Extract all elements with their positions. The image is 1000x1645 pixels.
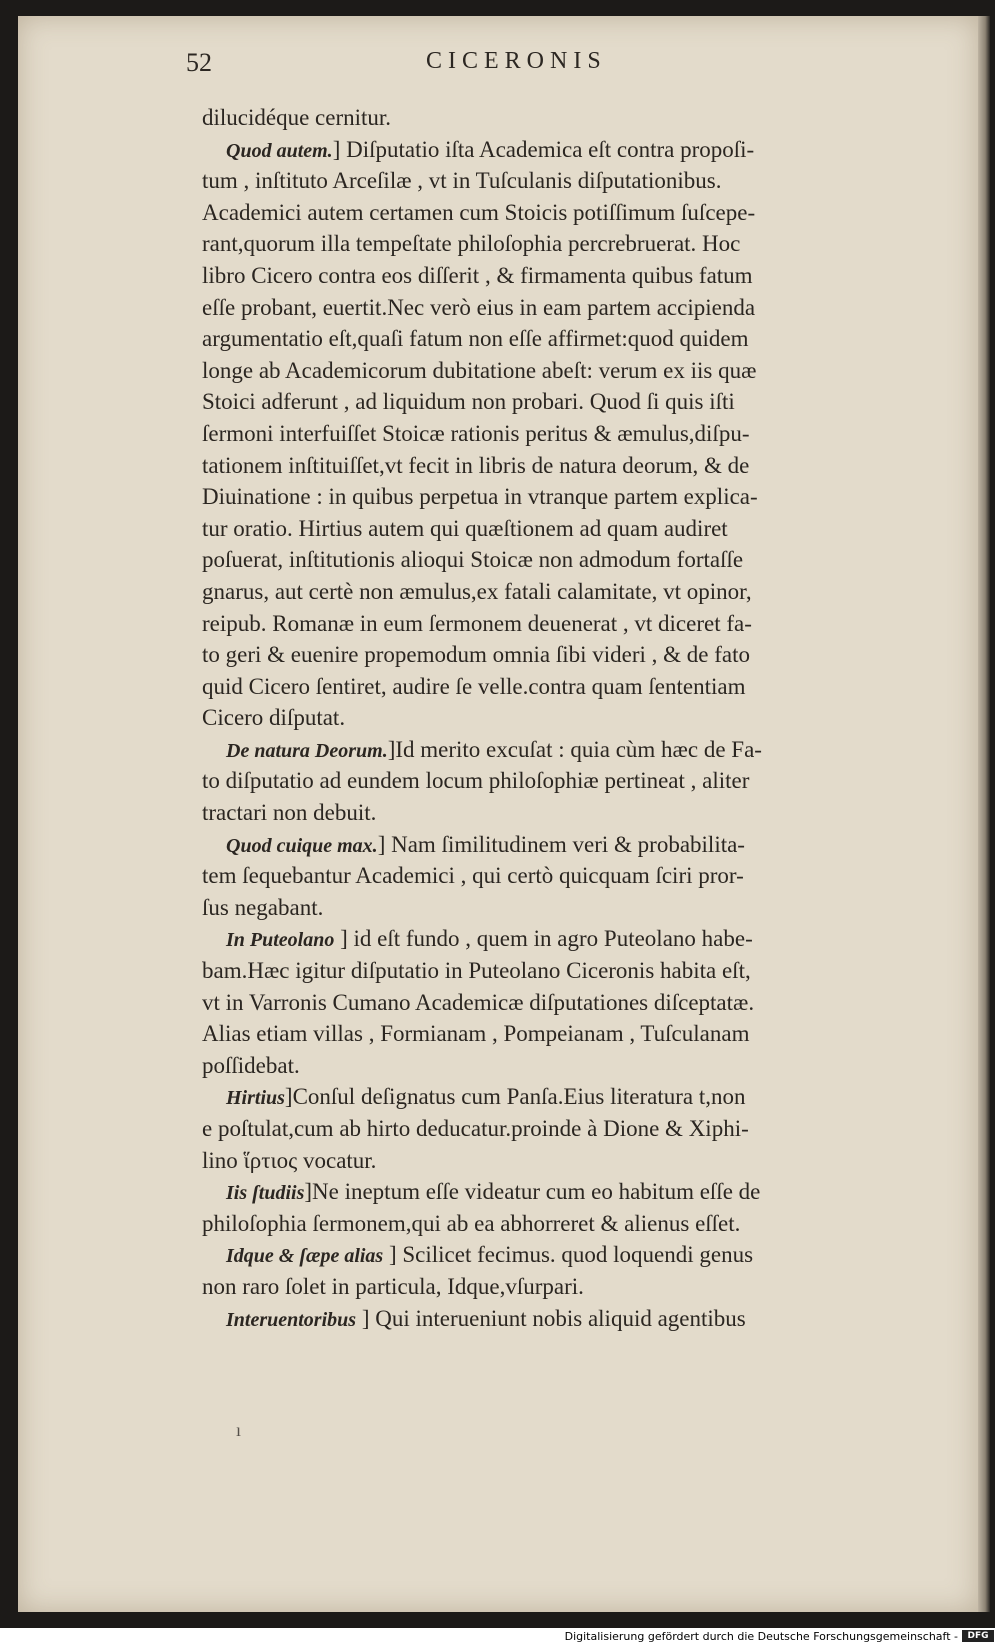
- line-text: tur oratio. Hirtius autem qui quæſtionem ad quam audiret: [202, 515, 728, 541]
- text-line: [202, 355, 934, 387]
- text-line: [202, 1145, 934, 1177]
- text-line: [202, 765, 934, 797]
- text-line: [202, 1113, 934, 1145]
- text-line: [202, 671, 934, 703]
- line-text: ] Nam ſimilitudinem veri & probabilita-: [377, 831, 745, 857]
- line-text: Diuinatione : in quibus perpetua in vtranque partem explica-: [202, 484, 758, 510]
- line-text: eſſe probant, euertit.Nec verò eius in eam partem accipienda: [202, 294, 756, 320]
- page-edge: [978, 16, 990, 1612]
- line-text: reipub. Romanæ in eum ſermonem deuenerat , vt diceret fa-: [202, 610, 752, 636]
- text-line: [202, 639, 934, 671]
- line-text: argumentatio eſt,quaſi fatum non eſſe affirmet:quod quidem: [202, 326, 749, 352]
- lemma: De natura Deorum.: [226, 739, 388, 762]
- page-number: 52: [186, 48, 212, 77]
- text-line: [202, 987, 934, 1019]
- lemma: Interuentoribus: [226, 1308, 357, 1331]
- text-line: [202, 481, 934, 513]
- lemma: Idque & ſæpe alias: [226, 1245, 384, 1268]
- line-text: gnarus, aut certè non æmulus,ex fatali calamitate, vt opinor,: [202, 578, 752, 604]
- text-line: [202, 1050, 934, 1082]
- line-text: tractari non debuit.: [202, 800, 377, 826]
- running-title: CICERONIS: [426, 48, 607, 74]
- text-line: [202, 450, 934, 482]
- line-text: ]Ne ineptum eſſe videatur cum eo habitum eſſe de: [304, 1179, 761, 1205]
- text-line: [202, 1303, 934, 1335]
- text-line: [202, 102, 934, 134]
- line-text: ſus negabant.: [202, 894, 324, 920]
- line-text: dilucidéque cernitur.: [202, 105, 392, 130]
- text-line: [202, 702, 934, 734]
- line-text: non raro ſolet in particula, Idque,vſurpari.: [202, 1273, 584, 1299]
- line-text: Stoici adferunt , ad liquidum non probari. Quod ſi quis iſti: [202, 389, 735, 415]
- line-text: vt in Varronis Cumano Academicæ diſputationes diſceptatæ.: [202, 989, 755, 1015]
- text-line: [202, 165, 934, 197]
- text-line: [202, 418, 934, 450]
- line-text: philoſophia ſermonem,qui ab ea abhorreret & alienus eſſet.: [202, 1210, 741, 1236]
- line-text: poſſidebat.: [202, 1052, 300, 1078]
- text-line: [202, 860, 934, 892]
- dfg-logo: DFG: [962, 1630, 994, 1642]
- line-text: poſuerat, inſtitutionis alioqui Stoicæ non admodum fortaſſe: [202, 547, 744, 573]
- line-text: to diſputatio ad eundem locum philoſophiæ pertineat , aliter: [202, 768, 750, 794]
- lemma: In Puteolano: [226, 929, 335, 952]
- text-line: [202, 1239, 934, 1271]
- lemma: Iis ſtudiis: [226, 1182, 305, 1205]
- lemma: Quod cuique max.: [226, 834, 378, 857]
- text-line: [202, 797, 934, 829]
- line-text: tationem inſtituiſſet,vt fecit in libris de natura deorum, & de: [202, 452, 750, 478]
- body-text: [202, 102, 934, 1334]
- text-line: [202, 513, 934, 545]
- text-line: [202, 576, 934, 608]
- text-line: [202, 829, 934, 861]
- lemma: Hirtius: [226, 1087, 285, 1110]
- line-text: Alias etiam villas , Formianam , Pompeianam , Tuſculanam: [202, 1021, 750, 1047]
- line-text: quid Cicero ſentiret, audire ſe velle.contra quam ſententiam: [202, 673, 746, 699]
- line-text: bam.Hæc igitur diſputatio in Puteolano Ciceronis habita eſt,: [202, 958, 751, 984]
- text-line: [202, 292, 934, 324]
- text-line: [202, 892, 934, 924]
- line-text: ſermoni interfuiſſet Stoicæ rationis peritus & æmulus,diſpu-: [202, 420, 750, 446]
- text-line: [202, 323, 934, 355]
- line-text: longe ab Academicorum dubitatione abeſt: verum ex iis quæ: [202, 357, 757, 383]
- text-line: [202, 1018, 934, 1050]
- line-text: tum , inſtituto Arceſilæ , vt in Tuſculanis diſputationibus.: [202, 168, 722, 194]
- margin-mark: ı: [236, 1420, 242, 1440]
- line-text: to geri & euenire propemodum omnia ſibi videri , & de fato: [202, 642, 751, 668]
- line-text: e poſtulat,cum ab hirto deducatur.proinde à Dione & Xiphi-: [202, 1116, 749, 1141]
- line-text: tem ſequebantur Academici , qui certò quicquam ſciri pror-: [202, 863, 744, 889]
- running-head: [186, 48, 706, 88]
- text-line: [202, 197, 934, 229]
- line-text: Cicero diſputat.: [202, 705, 346, 731]
- text-line: [202, 228, 934, 260]
- text-line: [202, 955, 934, 987]
- text-line: [202, 386, 934, 418]
- lemma: Quod autem.: [226, 139, 333, 162]
- text-line: [202, 1176, 934, 1208]
- text-line: [202, 1271, 934, 1303]
- line-text: libro Cicero contra eos diſſerit , & firmamenta quibus fatum: [202, 262, 753, 288]
- footer-credit: Digitalisierung gefördert durch die Deutsche Forschungsgemeinschaft -: [564, 1630, 958, 1643]
- line-text: ] Qui interueniunt nobis aliquid agentibus: [356, 1305, 746, 1331]
- text-line: [202, 544, 934, 576]
- line-text: ]Conſul deſignatus cum Panſa.Eius literatura t,non: [284, 1084, 746, 1110]
- line-text: ] Scilicet fecimus. quod loquendi genus: [383, 1242, 754, 1268]
- text-line: [202, 1208, 934, 1240]
- line-text: Academici autem certamen cum Stoicis potiſſimum ſuſcepe-: [202, 199, 756, 225]
- line-text: rant,quorum illa tempeſtate philoſophia percrebruerat. Hoc: [202, 231, 741, 257]
- line-text: ] id eſt fundo , quem in agro Puteolano habe-: [334, 926, 753, 952]
- line-text: ] Diſputatio iſta Academica eſt contra propoſi-: [332, 136, 755, 162]
- line-text: ]Id merito excuſat : quia cùm hæc de Fa-: [387, 736, 762, 762]
- text-line: [202, 1081, 934, 1113]
- line-text: lino ἵρτιος vocatur.: [202, 1147, 377, 1173]
- text-line: [202, 734, 934, 766]
- text-line: [202, 260, 934, 292]
- text-line: [202, 608, 934, 640]
- text-line: [202, 134, 934, 166]
- text-line: [202, 923, 934, 955]
